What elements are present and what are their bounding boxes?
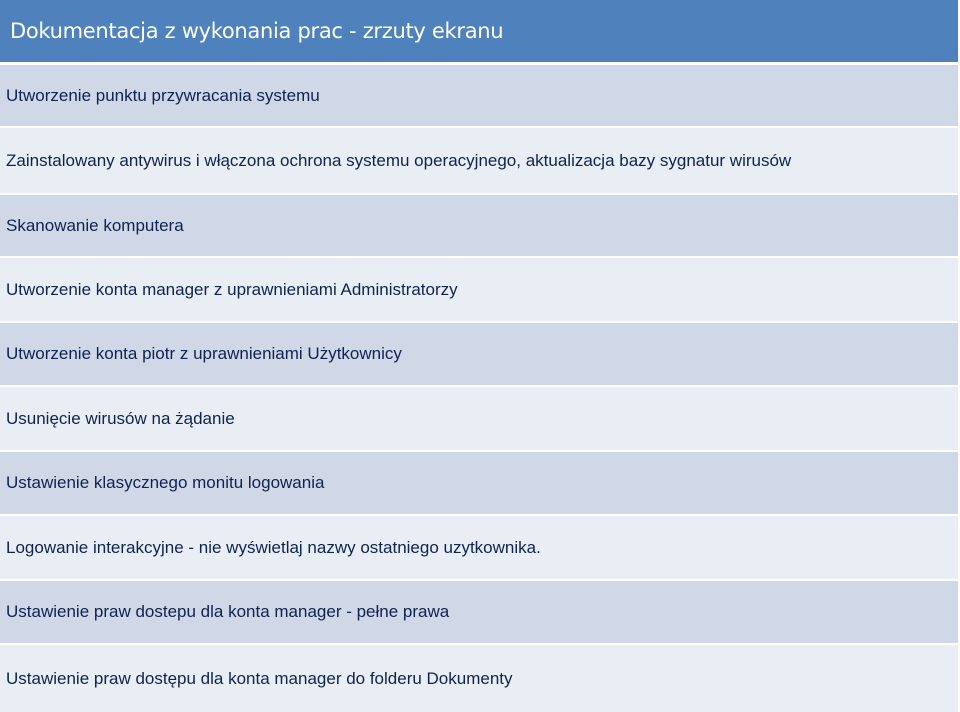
table-row: [0, 645, 960, 712]
table-cell: Ustawienie klasycznego monitu logowania: [0, 452, 960, 516]
table-cell: Utworzenie konta piotr z uprawnieniami Użytkownicy: [0, 323, 960, 387]
table-row: [0, 258, 960, 323]
table-cell: Usunięcie wirusów na żądanie: [0, 387, 960, 452]
table-cell: Logowanie interakcyjne - nie wyświetlaj nazwy ostatniego uzytkownika.: [0, 516, 960, 581]
table-cell: Skanowanie komputera: [0, 195, 960, 258]
table-row: [0, 195, 960, 258]
table-row: [0, 581, 960, 645]
table-cell: Ustawienie praw dostępu dla konta manager do folderu Dokumenty: [0, 645, 960, 712]
table-cell: Ustawienie praw dostepu dla konta manager - pełne prawa: [0, 581, 960, 645]
table-cell: Utworzenie konta manager z uprawnieniami Administratorzy: [0, 258, 960, 323]
table-row: [0, 65, 960, 128]
table-title: Dokumentacja z wykonania prac - zrzuty ekranu: [0, 0, 960, 65]
header-row: [0, 0, 960, 65]
table-row: [0, 323, 960, 387]
table-cell: Utworzenie punktu przywracania systemu: [0, 65, 960, 128]
table-row: [0, 452, 960, 516]
table-cell: Zainstalowany antywirus i włączona ochrona systemu operacyjnego, aktualizacja bazy sygnatur wirusów: [0, 128, 960, 195]
table-row: [0, 387, 960, 452]
table-row: [0, 516, 960, 581]
table-row: [0, 128, 960, 195]
